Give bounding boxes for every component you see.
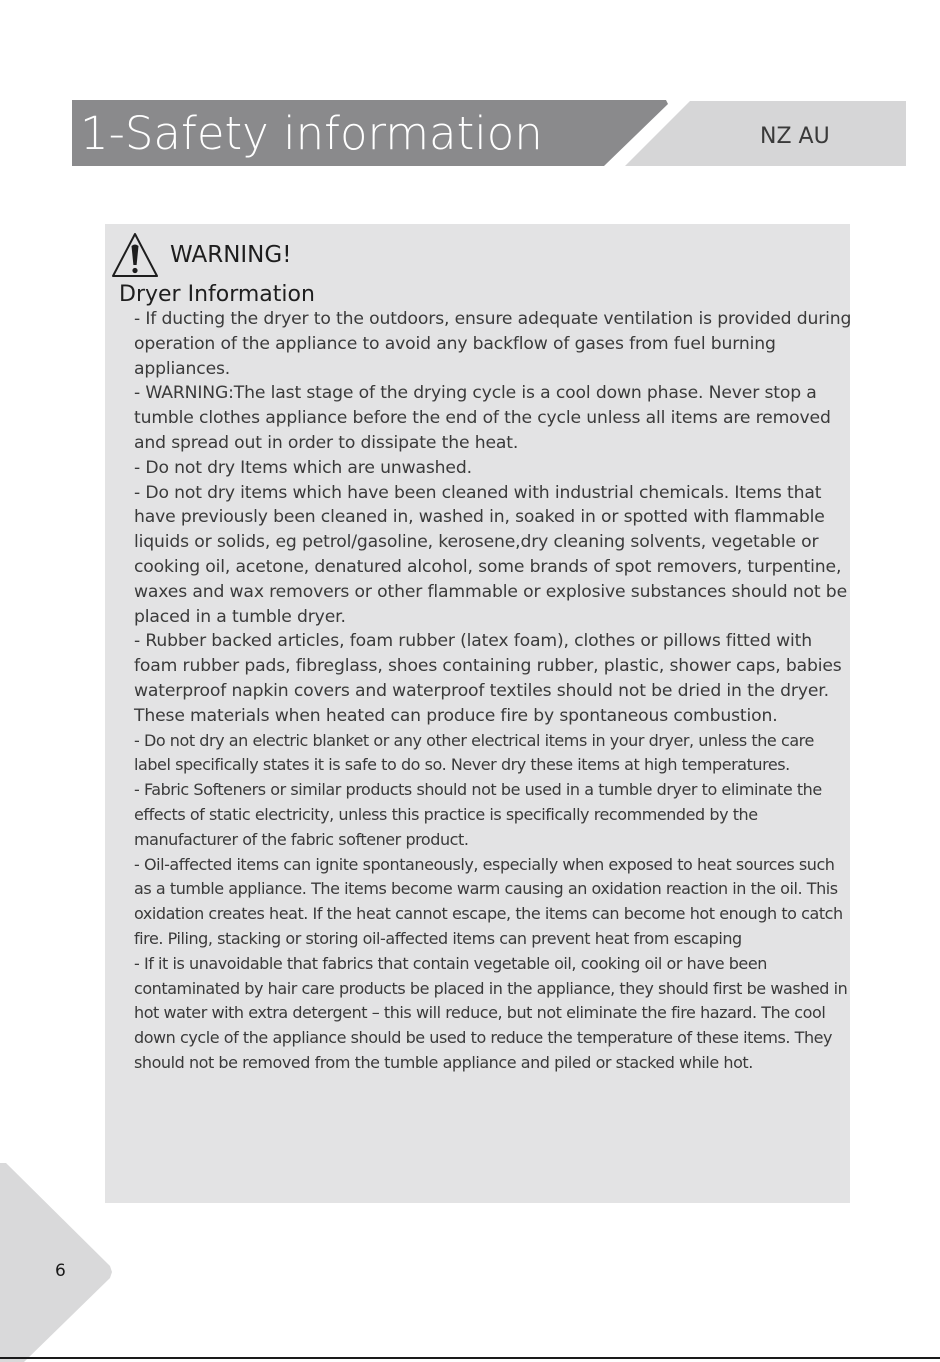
section-title: Dryer Information xyxy=(119,282,315,307)
warning-label: WARNING! xyxy=(170,242,292,268)
paragraph-oil-affected: - Oil-affected items can ignite spontaneously, especially when exposed to heat sources such as a tumble appliance. The items become warm causing an oxidation reaction in the oil. This oxidation creates heat. If the heat cannot escape, the items can become hot enough to catch fire. Piling, stacking or storing oil-affected items can prevent heat from escaping xyxy=(134,854,843,948)
paragraph-cool-down: - WARNING:The last stage of the drying cycle is a cool down phase. Never stop a tumble clothes appliance before the end of the cycle unless all items are removed and spread out in order to dissipate the heat. xyxy=(134,383,831,453)
paragraph-ventilation: - If ducting the dryer to the outdoors, ensure adequate ventilation is provided during operation of the appliance to avoid any backflow of gases from fuel burning appliances. xyxy=(134,309,852,379)
paragraph-unwashed: - Do not dry Items which are unwashed. xyxy=(134,457,472,478)
paragraph-industrial-chemicals: - Do not dry items which have been cleaned with industrial chemicals. Items that have previously been cleaned in, washed in, soaked in or spotted with flammable liquids or solids, eg petrol/gasoline, kerosene,dry cleaning solvents, vegetable or cooking oil, acetone, denatured alcohol, some brands of spot removers, turpentine, waxes and wax removers or other flammable or explosive substances should not be placed in a tumble dryer. xyxy=(134,482,847,627)
paragraph-rubber-articles: - Rubber backed articles, foam rubber (latex foam), clothes or pillows fitted with foam rubber pads, fibreglass, shoes containing rubber, plastic, shower caps, babies waterproof napkin covers and waterproof textiles should not be dried in the dryer. These materials when heated can produce fire by spontaneous combustion. xyxy=(134,631,842,726)
page-title: 1-Safety information xyxy=(80,107,543,160)
paragraph-vegetable-oil: - If it is unavoidable that fabrics that contain vegetable oil, cooking oil or have been contaminated by hair care products be placed in the appliance, they should first be washed in hot water with extra detergent – this will reduce, but not eliminate the fire hazard. The cool down cycle of the appliance should be used to reduce the temperature of these items. They should not be removed from the tumble appliance and piled or stacked while hot. xyxy=(134,953,848,1072)
warning-triangle-icon xyxy=(110,231,160,279)
warning-header xyxy=(110,230,291,280)
paragraph-electric-blanket: - Do not dry an electric blanket or any other electrical items in your dryer, unless the care label specifically states it is safe to do so. Never dry these items at high temperatures. xyxy=(134,730,814,775)
paragraph-fabric-softeners: - Fabric Softeners or similar products should not be used in a tumble dryer to eliminate the effects of static electricity, unless this practice is specifically recommended by the manufacturer of the fabric softener product. xyxy=(134,780,822,849)
region-label: NZ AU xyxy=(760,124,830,149)
page-number: 6 xyxy=(55,1261,66,1281)
bottom-rule xyxy=(0,1357,940,1359)
warning-body xyxy=(134,307,852,1076)
